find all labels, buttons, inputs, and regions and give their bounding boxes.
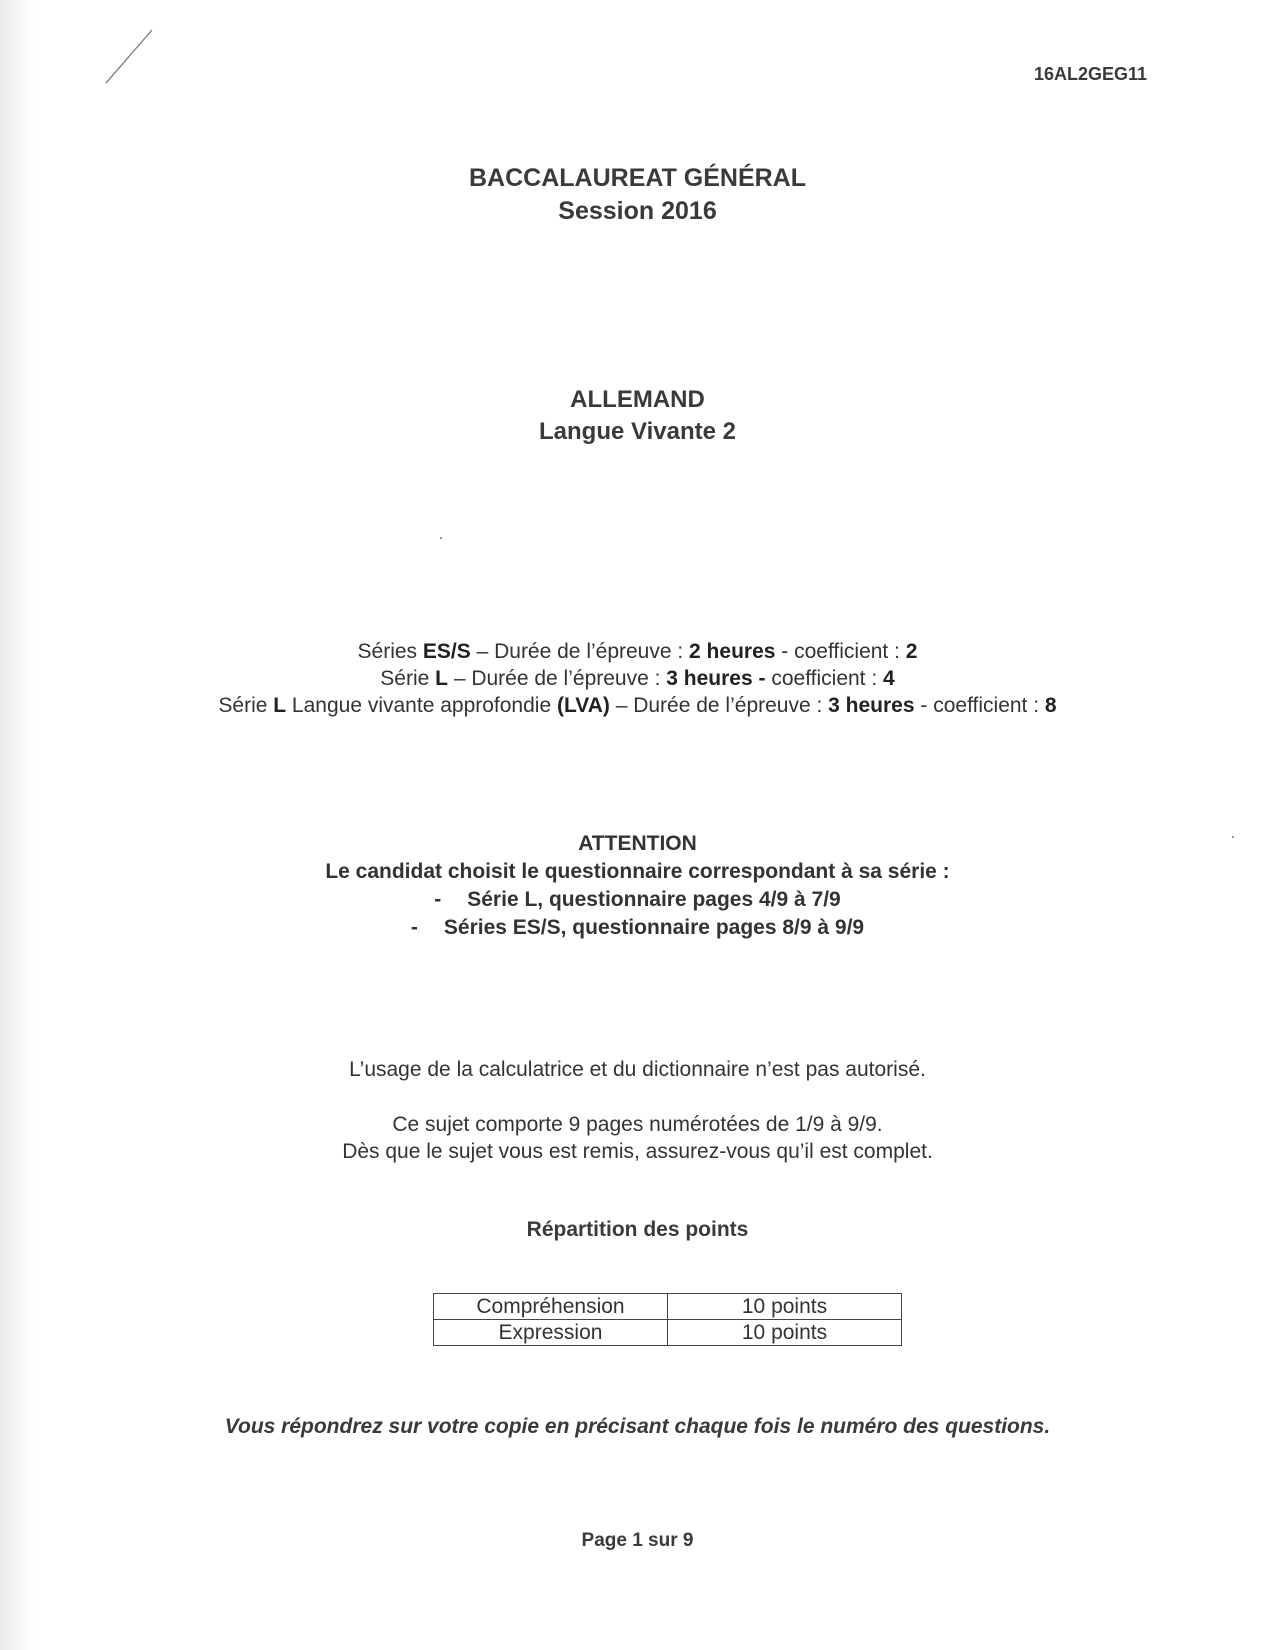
subject-block — [0, 384, 1275, 448]
attention-item-serie-es-s — [0, 914, 1275, 942]
calculator-note: L’usage de la calculatrice et du dictionnaire n’est pas autorisé. — [349, 1058, 926, 1081]
table-cell-label: Expression — [434, 1320, 668, 1346]
attention-intro: Le candidat choisit le questionnaire correspondant à sa série : — [325, 860, 950, 883]
subject-name: ALLEMAND — [570, 386, 705, 413]
attention-item-serie-l — [0, 886, 1275, 914]
series-line-l: Série L – Durée de l’épreuve : 3 heures - coefficient : 4 — [380, 667, 895, 690]
table-cell-points: 10 points — [668, 1320, 902, 1346]
table-row — [434, 1320, 902, 1346]
list-bullet: - — [410, 916, 418, 939]
series-info — [0, 638, 1275, 719]
table-row — [434, 1294, 902, 1320]
exam-code: 16AL2GEG11 — [1033, 64, 1147, 84]
exam-title — [0, 162, 1275, 228]
table-cell-label: Compréhension — [434, 1294, 668, 1320]
exam-title-line1: BACCALAUREAT GÉNÉRAL — [468, 164, 807, 192]
points-table — [433, 1293, 902, 1346]
attention-item-text: Séries ES/S, questionnaire pages 8/9 à 9/9 — [443, 916, 865, 939]
attention-heading: ATTENTION — [578, 832, 697, 855]
table-cell-points: 10 points — [668, 1294, 902, 1320]
attention-block — [0, 830, 1275, 942]
series-line-l-lva: Série L Langue vivante approfondie (LVA) – Durée de l’épreuve : 3 heures - coefficient : 8 — [218, 694, 1057, 717]
page-number: Page 1 sur 9 — [581, 1530, 694, 1551]
subject-level: Langue Vivante 2 — [539, 418, 736, 445]
exam-session: Session 2016 — [558, 197, 717, 225]
list-bullet: - — [434, 888, 442, 911]
pen-stroke-mark — [100, 28, 160, 88]
completeness-note: Dès que le sujet vous est remis, assurez-vous qu’il est complet. — [342, 1140, 933, 1163]
answer-instructions: Vous répondrez sur votre copie en précisant chaque fois le numéro des questions. — [224, 1415, 1051, 1438]
series-line-es-s: Séries ES/S – Durée de l’épreuve : 2 heures - coefficient : 2 — [357, 640, 918, 663]
scan-speck — [440, 537, 442, 539]
scan-shadow-edge — [0, 0, 42, 1650]
pages-note: Ce sujet comporte 9 pages numérotées de 1/9 à 9/9. — [392, 1113, 883, 1136]
repartition-title: Répartition des points — [526, 1218, 749, 1241]
attention-item-text: Série L, questionnaire pages 4/9 à 7/9 — [467, 888, 841, 911]
